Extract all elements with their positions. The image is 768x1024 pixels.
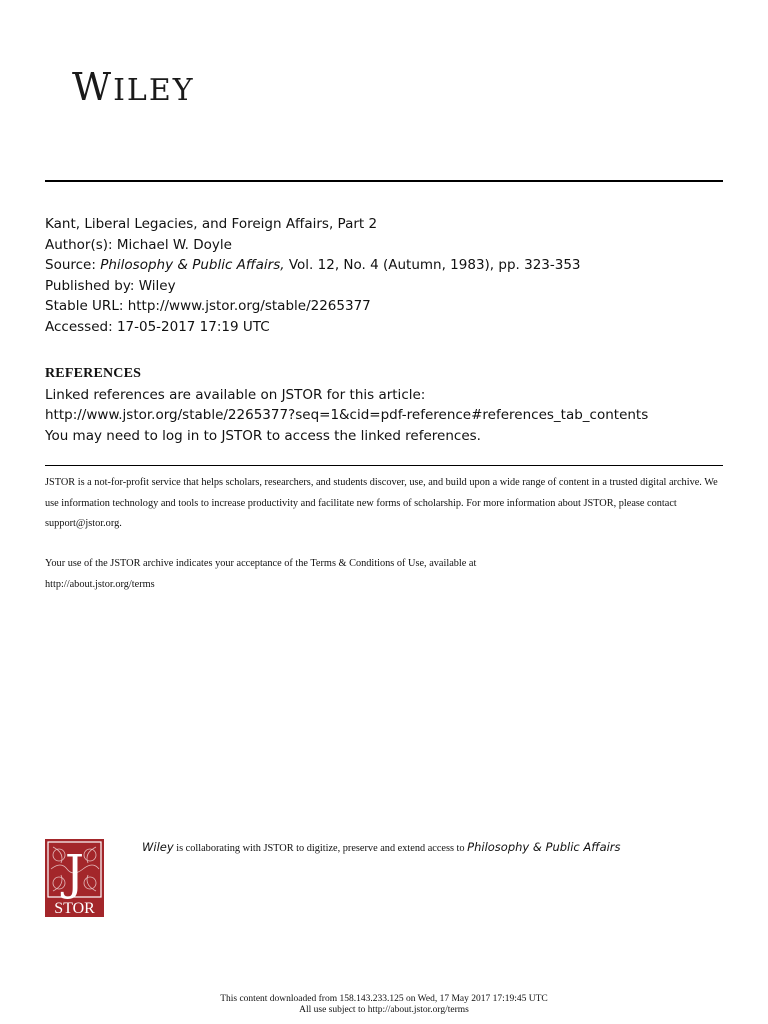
source-label: Source:: [45, 257, 96, 273]
collaboration-line: [142, 840, 621, 854]
references-login-note: You may need to log in to JSTOR to access the linked references.: [45, 427, 481, 444]
terms-line: Your use of the JSTOR archive indicates your acceptance of the Terms & Conditions of Use, available at: [45, 558, 477, 569]
source-line: [45, 255, 581, 276]
accessed-label: Accessed:: [45, 318, 113, 335]
author-label: Author(s):: [45, 236, 113, 253]
wiley-logo-initial: W: [72, 65, 114, 109]
middle-divider: [45, 465, 723, 466]
stable-url-line: [45, 296, 581, 317]
accessed-date: 17-05-2017 17:19 UTC: [116, 318, 270, 335]
wiley-logo: [72, 65, 195, 109]
accessed-line: [45, 317, 581, 338]
source-details: Vol. 12, No. 4 (Autumn, 1983), pp. 323-353: [288, 257, 581, 273]
references-link[interactable]: http://www.jstor.org/stable/2265377?seq=1&cid=pdf-reference#references_tab_contents: [45, 407, 649, 423]
references-intro: Linked references are available on JSTOR for this article:: [45, 386, 426, 403]
stable-url-link[interactable]: http://www.jstor.org/stable/2265377: [127, 298, 371, 314]
author-line: [45, 235, 581, 256]
collaboration-text: is collaborating with JSTOR to digitize, preserve and extend access to: [173, 843, 468, 854]
top-divider: [45, 180, 723, 182]
jstor-notice: JSTOR is a not-for-profit service that helps scholars, researchers, and students discover, use, and build upon a wide range of content in a trusted digital archive. We use information technology and tools to increase productivity and facilitate new forms of scholarship. For more information about JSTOR, please contact support@jstor.org.: [45, 477, 718, 529]
terms-notice: [45, 554, 476, 595]
footer-download-note: This content downloaded from 158.143.233.125 on Wed, 17 May 2017 17:19:45 UTC: [220, 994, 548, 1004]
jstor-logo-word: STOR: [54, 900, 95, 917]
article-title: Kant, Liberal Legacies, and Foreign Affairs, Part 2: [45, 216, 378, 232]
publisher-label: Published by:: [45, 277, 135, 294]
terms-link[interactable]: http://about.jstor.org/terms: [45, 578, 155, 590]
page-footer: [0, 994, 768, 1016]
references-block: [45, 364, 648, 446]
collaboration-journal: Philosophy & Public Affairs: [467, 840, 621, 854]
author-name: Michael W. Doyle: [116, 236, 232, 253]
references-heading: REFERENCES: [45, 366, 142, 381]
source-journal: Philosophy & Public Affairs,: [100, 257, 285, 273]
collaboration-brand: Wiley: [142, 840, 174, 854]
wiley-logo-rest: ILEY: [113, 73, 195, 108]
footer-terms-note: All use subject to http://about.jstor.org/terms: [299, 1005, 469, 1015]
jstor-logo-letter: J: [64, 845, 85, 901]
publisher-name: Wiley: [138, 277, 176, 294]
publisher-line: [45, 276, 581, 297]
citation-block: [45, 214, 581, 337]
stable-url-label: Stable URL:: [45, 298, 124, 314]
jstor-logo: [45, 839, 104, 917]
